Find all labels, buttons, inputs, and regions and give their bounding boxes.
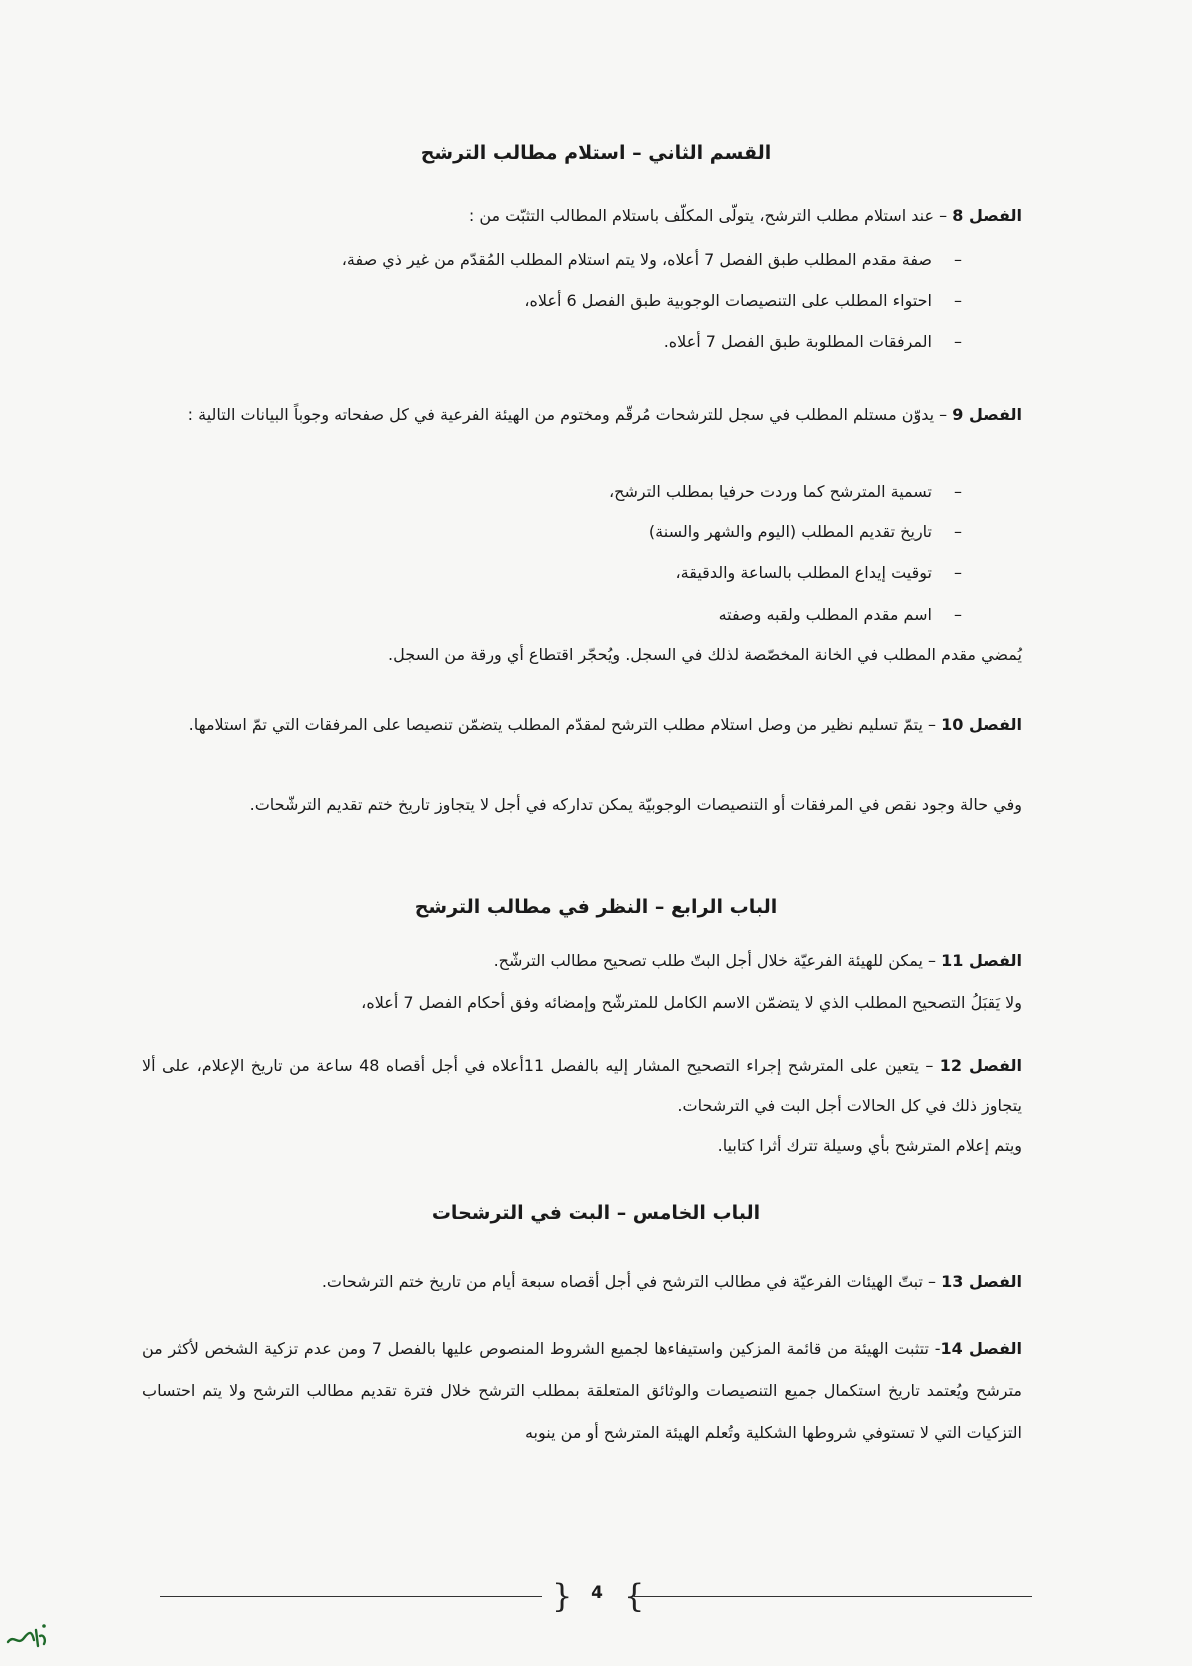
footer-rule-left [160, 1596, 542, 1597]
dash-mark: – [954, 332, 962, 351]
list-item [342, 250, 962, 269]
article-text: – يدوّن مستلم المطلب في سجل للترشحات مُرقّم ومختوم من الهيئة الفرعية في كل صفحاته وجوباً البيانات التالية : [187, 405, 953, 424]
list-item [676, 563, 962, 582]
list-item-text: المرفقات المطلوبة طبق الفصل 7 أعلاه. [663, 332, 932, 351]
list-item-text: اسم مقدم المطلب ولقبه وصفته [718, 605, 932, 624]
dash-mark: – [954, 605, 962, 624]
article-label: الفصل 9 [952, 405, 1022, 424]
dash-mark: – [954, 482, 962, 501]
article-13 [142, 1262, 1022, 1302]
list-item-text: توقيت إيداع المطلب بالساعة والدقيقة، [675, 563, 932, 582]
article-text: - تتثبت الهيئة من قائمة المزكين واستيفاءها لجميع الشروط المنصوص عليها بالفصل 7 ومن عدم تزكية الشخص لأكثر من مترشح ويُعتمد تاريخ استكمال جميع التنصيصات والوثائق المتعلقة بمطلب الترشح خلال فترة تقديم مطالب الترشح ولا يتم احتساب التزكيات التي لا تستوفي شروطها الشكلية وتُعلم الهيئة المترشح أو من ينوبه [142, 1339, 1022, 1442]
article-10 [142, 705, 1022, 745]
list-item [524, 291, 962, 310]
list-item-text: احتواء المطلب على التنصيصات الوجوبية طبق الفصل 6 أعلاه، [524, 291, 932, 310]
section-heading: القسم الثاني – استلام مطالب الترشح [420, 142, 772, 164]
article-9 [142, 395, 1022, 435]
article-label: الفصل 14 [940, 1339, 1023, 1358]
list-item [664, 332, 962, 351]
chapter-heading: الباب الخامس – البت في الترشحات [431, 1202, 761, 1224]
article-9-closing: يُمضي مقدم المطلب في الخانة المخصّصة لذلك في السجل. ويُحجّر اقتطاع أي ورقة من السجل. [388, 645, 1022, 664]
list-item [609, 482, 962, 501]
dash-mark: – [954, 563, 962, 582]
article-text: – يتعين على المترشح إجراء التصحيح المشار إليه بالفصل 11أعلاه في أجل أقصاه 48 ساعة من تاريخ الإعلام، على ألا يتجاوز ذلك في كل الحالات أجل البت في الترشحات. [142, 1056, 1022, 1115]
article-11 [142, 941, 1022, 981]
brace-close-icon: } [624, 1577, 645, 1615]
article-text: – تبتّ الهيئات الفرعيّة في مطالب الترشح في أجل أقصاه سبعة أيام من تاريخ ختم الترشحات. [321, 1272, 942, 1291]
list-item-text: تاريخ تقديم المطلب (اليوم والشهر والسنة) [648, 522, 932, 541]
article-12-continuation: ويتم إعلام المترشح بأي وسيلة تترك أثرا كتابيا. [717, 1136, 1022, 1155]
article-text: – عند استلام مطلب الترشح، يتولّى المكلّف باستلام المطالب التثبّت من : [468, 206, 953, 225]
chapter-heading: الباب الرابع – النظر في مطالب الترشح [414, 896, 778, 918]
dash-mark: – [954, 522, 962, 541]
page-number: 4 [591, 1583, 603, 1603]
article-label: الفصل 10 [941, 715, 1022, 734]
brace-open-icon: { [552, 1577, 573, 1615]
article-text: – يمكن للهيئة الفرعيّة خلال أجل البتّ طلب تصحيح مطالب الترشّح. [493, 951, 942, 970]
handwritten-initials-icon [4, 1612, 50, 1658]
article-11-continuation: ولا يَقبَلُ التصحيح المطلب الذي لا يتضمّن الاسم الكامل للمترشّح وإمضائه وفق أحكام الفصل 7 أعلاه، [361, 993, 1022, 1012]
article-label: الفصل 13 [941, 1272, 1022, 1291]
article-10-continuation: وفي حالة وجود نقص في المرفقات أو التنصيصات الوجوبيّة يمكن تداركه في أجل لا يتجاوز تاريخ ختم تقديم الترشّحات. [249, 795, 1022, 814]
list-item-text: صفة مقدم المطلب طبق الفصل 7 أعلاه، ولا يتم استلام المطلب المُقدّم من غير ذي صفة، [341, 250, 932, 269]
footer-rule-right [634, 1596, 1032, 1597]
list-item [719, 605, 962, 624]
article-14 [142, 1328, 1022, 1454]
dash-mark: – [954, 291, 962, 310]
article-12 [142, 1046, 1022, 1126]
list-item-text: تسمية المترشح كما وردت حرفيا بمطلب الترشح، [608, 482, 932, 501]
list-item [649, 522, 962, 541]
dash-mark: – [954, 250, 962, 269]
article-8 [142, 196, 1022, 236]
article-label: الفصل 12 [939, 1056, 1023, 1075]
article-label: الفصل 8 [952, 206, 1022, 225]
article-text: – يتمّ تسليم نظير من وصل استلام مطلب الترشح لمقدّم المطلب يتضمّن تنصيصا على المرفقات التي تمّ استلامها. [188, 715, 942, 734]
article-label: الفصل 11 [941, 951, 1022, 970]
